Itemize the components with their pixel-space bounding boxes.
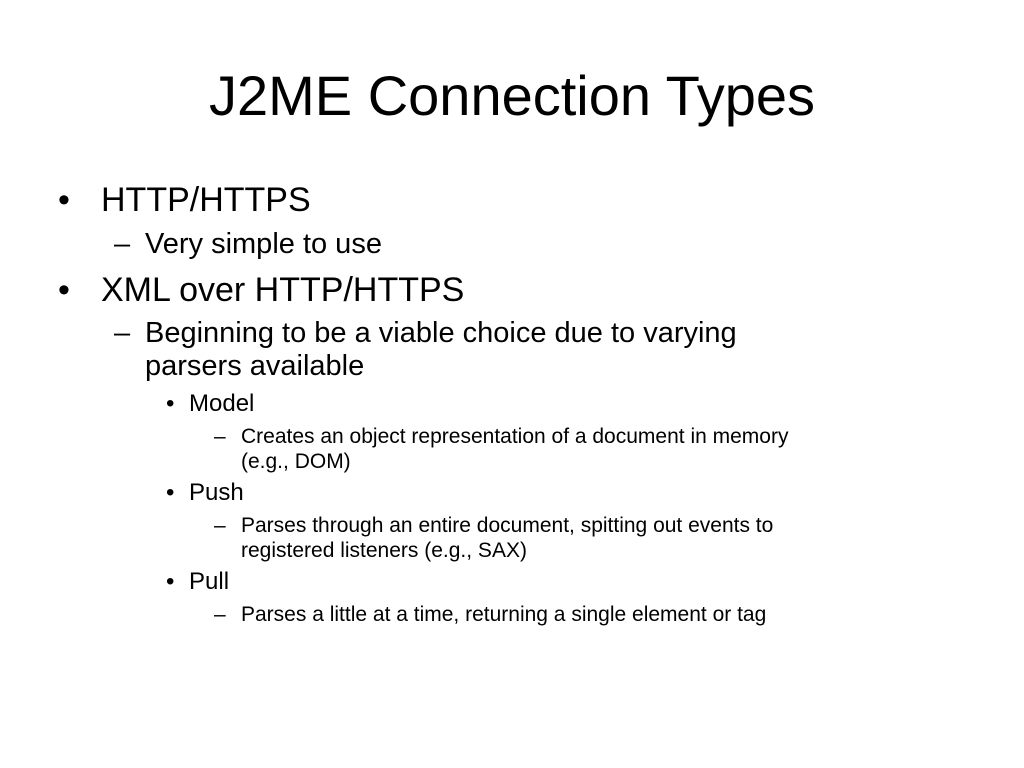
dash-marker: – (214, 425, 226, 448)
sub-bullet-text-line1: Beginning to be a viable choice due to varying (145, 317, 737, 349)
sub-bullet-text-line2: parsers available (145, 350, 365, 382)
bullet-marker: • (166, 479, 175, 506)
sub-sub-bullet-text: Model (189, 390, 255, 417)
bullet-marker: • (166, 568, 175, 595)
detail-text-line1: Parses through an entire document, spitting out events to (241, 514, 774, 537)
sub-sub-bullet-text: Pull (189, 568, 230, 595)
dash-marker: – (114, 317, 131, 349)
bullet-marker: • (166, 390, 175, 417)
detail-text-line1: Creates an object representation of a document in memory (241, 425, 789, 448)
sub-sub-bullet-text: Push (189, 479, 244, 506)
dash-marker: – (214, 603, 226, 626)
bullet-marker: • (58, 271, 70, 309)
sub-bullet-text: Very simple to use (145, 228, 382, 260)
dash-marker: – (114, 228, 131, 260)
detail-text-line2: registered listeners (e.g., SAX) (241, 539, 527, 562)
bullet-text: XML over HTTP/HTTPS (101, 271, 465, 309)
detail-text: Parses a little at a time, returning a single element or tag (241, 603, 767, 626)
bullet-marker: • (58, 181, 70, 219)
slide-title: J2ME Connection Types (209, 64, 815, 127)
bullet-text: HTTP/HTTPS (101, 181, 311, 219)
dash-marker: – (214, 514, 226, 537)
detail-text-line2: (e.g., DOM) (241, 450, 351, 473)
